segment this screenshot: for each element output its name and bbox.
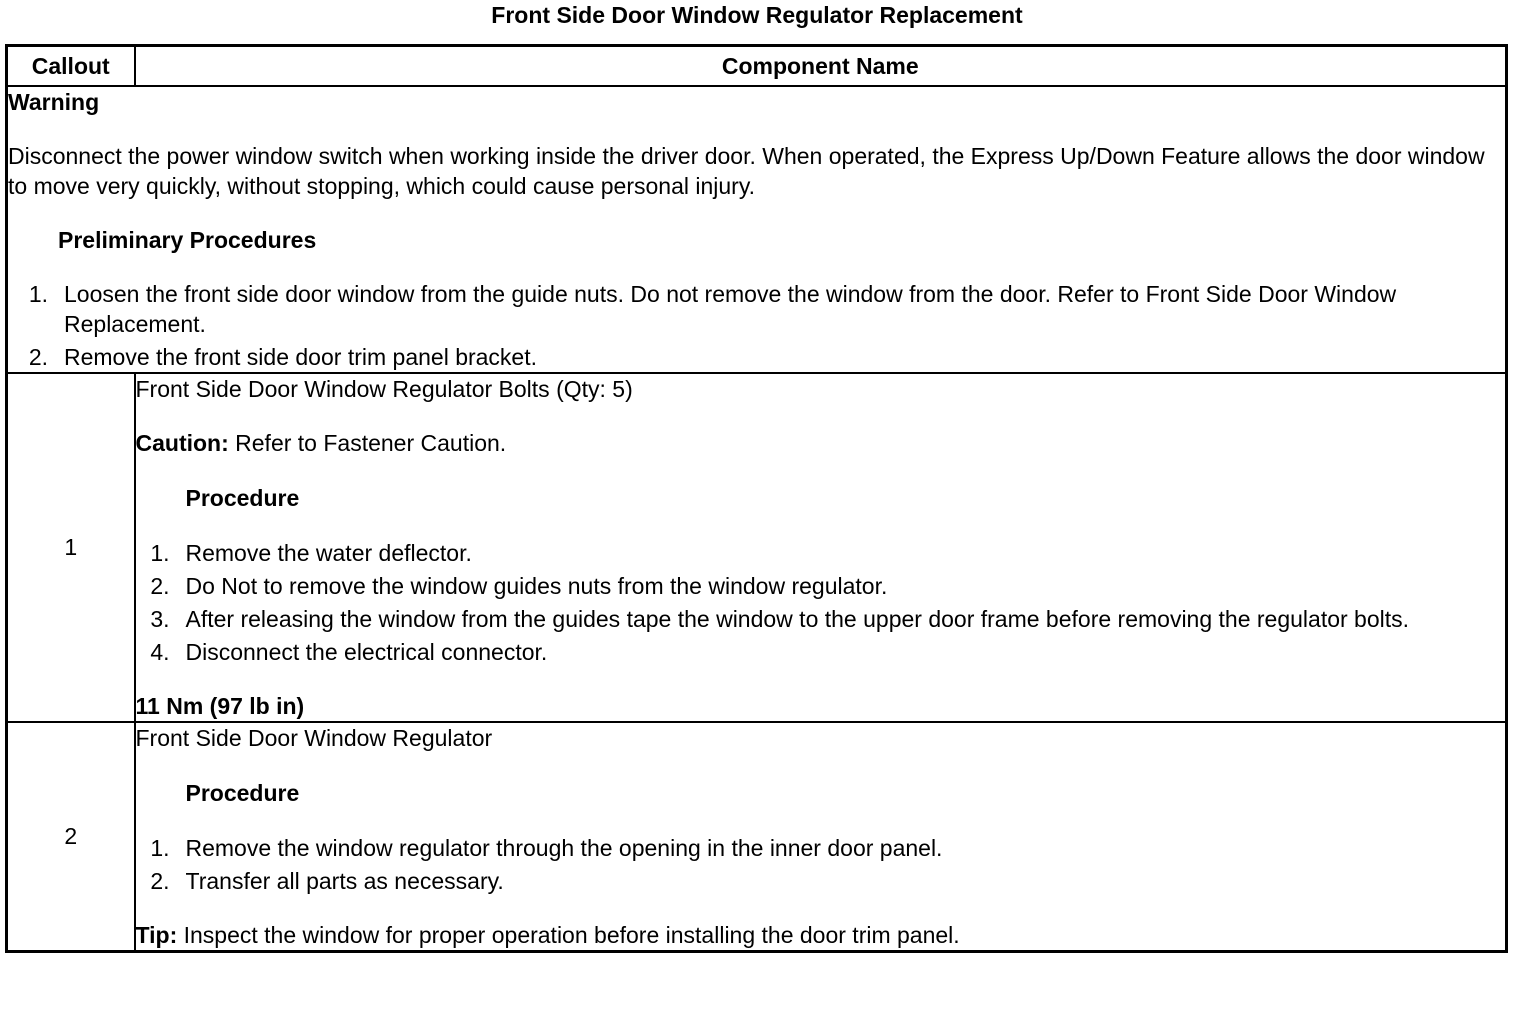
preliminary-heading: Preliminary Procedures	[58, 227, 317, 253]
step-number: 3.	[150, 606, 170, 632]
step-text: After releasing the window from the guides tape the window to the upper door frame before removing the regulator bolts.	[185, 606, 1410, 632]
caution-text: Refer to Fastener Caution.	[235, 430, 507, 456]
component-name: Front Side Door Window Regulator Bolts (Qty: 5)	[135, 376, 633, 402]
list-item	[136, 637, 1506, 667]
component-name: Front Side Door Window Regulator	[135, 725, 493, 751]
callout-column-header: Callout	[7, 46, 135, 87]
procedure-steps	[136, 538, 1506, 667]
warning-cell	[7, 86, 1507, 373]
step-number: 1.	[150, 540, 170, 566]
torque-spec: 11 Nm (97 lb in)	[135, 693, 305, 719]
tip-line	[136, 920, 1506, 950]
warning-text: Disconnect the power window switch when working inside the driver door. When operated, the Express Up/Down Feature allows the door window to move very quickly, without stopping, which could cause personal injury.	[8, 143, 1485, 199]
step-number: 2.	[150, 573, 170, 599]
component-cell	[135, 373, 1507, 722]
step-number: 2.	[28, 344, 48, 370]
tip-label: Tip:	[135, 922, 178, 948]
step-text: Do Not to remove the window guides nuts from the window regulator.	[185, 573, 888, 599]
table-row	[7, 373, 1507, 722]
caution-label: Caution:	[135, 430, 229, 456]
header-row	[7, 46, 1507, 87]
tip-text: Inspect the window for proper operation before installing the door trim panel.	[183, 922, 960, 948]
caution-line	[136, 428, 1506, 458]
procedure-heading: Procedure	[185, 485, 300, 511]
step-text: Remove the front side door trim panel bracket.	[64, 344, 538, 370]
list-item	[8, 342, 1505, 372]
step-text: Loosen the front side door window from the guide nuts. Do not remove the window from the door. Refer to Front Side Door Window Replacement.	[64, 281, 1397, 337]
warning-heading: Warning	[8, 89, 100, 115]
preliminary-steps	[8, 279, 1505, 372]
step-text: Transfer all parts as necessary.	[185, 868, 504, 894]
step-number: 1.	[28, 281, 48, 307]
list-item	[136, 538, 1506, 568]
component-column-header: Component Name	[135, 46, 1507, 87]
step-number: 2.	[150, 868, 170, 894]
step-text: Remove the window regulator through the opening in the inner door panel.	[185, 835, 943, 861]
procedure-table	[5, 44, 1508, 953]
procedure-heading: Procedure	[185, 780, 300, 806]
procedure-steps	[136, 833, 1506, 896]
table-row	[7, 722, 1507, 952]
list-item	[136, 866, 1506, 896]
warning-row	[7, 86, 1507, 373]
callout-number: 2	[7, 722, 135, 952]
callout-number: 1	[7, 373, 135, 722]
page-title: Front Side Door Window Regulator Replacement	[491, 2, 1023, 28]
list-item	[136, 571, 1506, 601]
step-text: Remove the water deflector.	[185, 540, 472, 566]
list-item	[8, 279, 1505, 339]
list-item	[136, 833, 1506, 863]
list-item	[136, 604, 1506, 634]
step-number: 4.	[150, 639, 170, 665]
step-text: Disconnect the electrical connector.	[185, 639, 548, 665]
step-number: 1.	[150, 835, 170, 861]
component-cell	[135, 722, 1507, 952]
